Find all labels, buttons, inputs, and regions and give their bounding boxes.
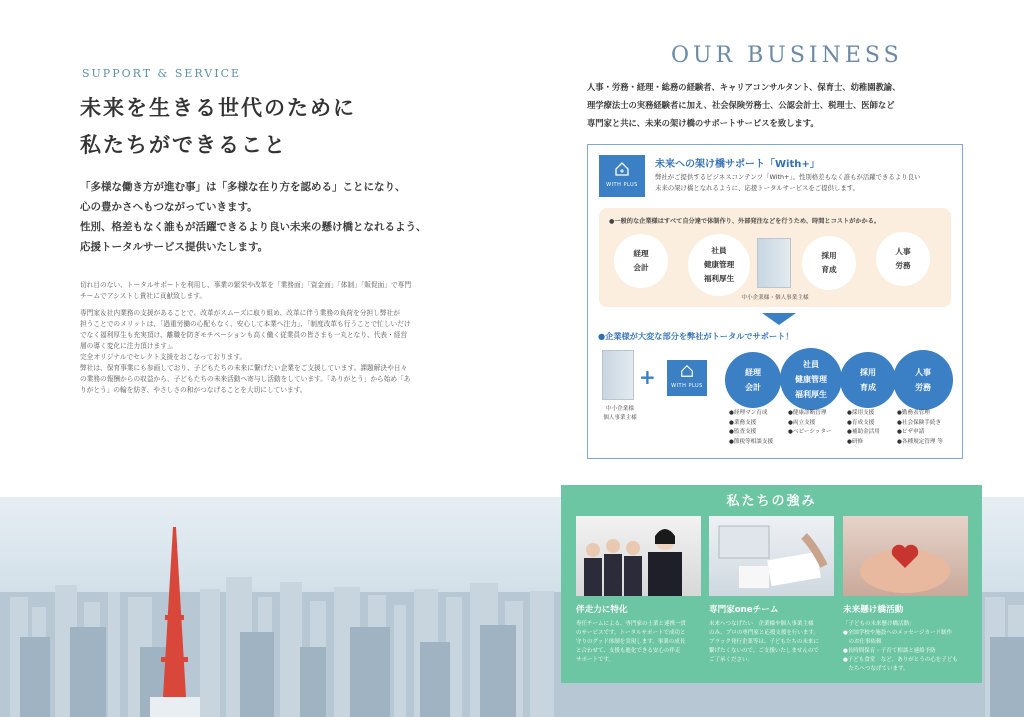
blue-circle-accounting: 経理 会計 bbox=[725, 352, 781, 408]
hands-heart-photo bbox=[843, 516, 968, 596]
list-item: ●節税等相談支援 bbox=[729, 438, 774, 445]
logo-text: WITH PLUS bbox=[671, 383, 703, 389]
list-welfare bbox=[788, 409, 832, 438]
list-item: ●社会保険手続き bbox=[897, 419, 942, 426]
our-business-intro: 人事・労務・経理・総務の経験者、キャリアコンサルタント、保育士、幼稚園教諭、 理学療法士の実務経験者に加え、社会保険労務士、公認会計士、税理士、医師など 専門家と共に、未来の架け橋のサポートサービスを致します。 bbox=[587, 82, 901, 128]
plus-icon: + bbox=[639, 365, 656, 389]
main-headline: 未来を生きる世代のために 私たちができること bbox=[80, 96, 356, 157]
list-item: ●育成支援 bbox=[847, 419, 875, 426]
problem-text: ●一般的な企業様はすべて自分達で体制作り、外部発注などを行うため、時間とコストがかかる。 bbox=[609, 218, 881, 225]
strength-heading-2: 専門家oneチーム bbox=[709, 605, 779, 615]
body-paragraph: 専門家＆社内業務の支援があることで、改革がスムーズに取り組め、改革に伴う業務の負荷を分担し弊社が 担うことでのメリットは、「過重労働の心配もなく、安心して本業へ注力」、「制度改革も行うことで忙しいだけ でなく福利厚生も充実頂け、離職を防ぎモチベーションも高く働く従業員の皆さまも一丸となり、代表・経営 層の導く変化に注力頂けます」。 完全オリジナルでセレクト支援をおこなっております。 弊社は、保育事業にも参画しており、子どもたちの未来に繋げたい企業をご支援しています。課題解決や日々 の業務の報酬からの収益から、子どもたちの未来活動へ寄与し活動をしています。「ありがとう」から始め「あ りがとう」の輪を紡ぎ、やさしさの和がつなげることを大切にしています。 bbox=[80, 309, 411, 394]
list-item: ●補助金活用 bbox=[847, 429, 880, 435]
list-recruiting bbox=[847, 409, 880, 447]
company-caption-2: 中小企業様 個人事業主様 bbox=[603, 406, 637, 421]
body-text bbox=[80, 280, 435, 402]
list-item: ●経理マン育成 bbox=[729, 410, 768, 416]
arrow-down-icon bbox=[762, 313, 796, 325]
company-caption: 中小企業様・個人事業主様 bbox=[741, 295, 809, 301]
list-item: ●両立支援 bbox=[788, 419, 816, 426]
office-building-icon bbox=[602, 350, 634, 400]
meeting-photo bbox=[709, 516, 834, 596]
team-photo bbox=[576, 516, 701, 596]
circle-welfare: 社員 健康管理 福利厚生 bbox=[688, 234, 750, 296]
list-item: ●業務支援 bbox=[729, 419, 757, 426]
blue-circle-welfare: 社員 健康管理 福利厚生 bbox=[780, 348, 842, 410]
list-item: ●健康診断管理 bbox=[788, 410, 827, 416]
list-item: ●研修 bbox=[847, 438, 864, 445]
strength-text-2: 未来へつなげたい 企業様や個人事業主様 のみ、プロの専門家と応援支援を行います。 ブラック発行企業等は、子どもたちの未来に 繋げたくないので、ご支援いたしませんので ご了承ください。 bbox=[709, 621, 819, 663]
strength-heading-3: 未来懸け橋活動 bbox=[843, 605, 904, 615]
circle-hr: 人事 労務 bbox=[876, 232, 930, 286]
with-plus-logo bbox=[599, 155, 645, 197]
our-business-title: OUR BUSINESS bbox=[671, 43, 903, 68]
logo-text: WITH PLUS bbox=[606, 182, 638, 188]
list-item: ●採用支援 bbox=[847, 410, 875, 416]
blue-circle-hr: 人事 労務 bbox=[893, 350, 953, 410]
strength-text-1: 専任チームによる、専門家の士業と連携一貫 のサービスです。トータルサポートで成功と 守りのグッド体制を実現します。事業の成長 と合わせて、支援も進化できる安心の伴走 サポートです。 bbox=[576, 621, 687, 663]
lead-paragraph: 「多様な働き方が進む事」は「多様な在り方を認める」ことになり、 心の豊かさへもつながっていきます。 性別、格差もなく誰もが活躍できるより良い未来の懸け橋となれるよう、 応援トータルサービス提供いたします。 bbox=[80, 181, 427, 253]
service-title: 未来への架け橋サポート「With+」 bbox=[655, 159, 820, 170]
list-item: ●ビザ申請 bbox=[897, 429, 925, 435]
list-accounting bbox=[729, 409, 773, 447]
list-item: ●各種規定管理 等 bbox=[897, 438, 943, 445]
solution-text: ●企業様が大変な部分を弊社がトータルでサポート！ bbox=[598, 331, 794, 341]
house-icon bbox=[680, 364, 694, 378]
house-icon bbox=[614, 161, 630, 177]
strength-heading-1: 伴走力に特化 bbox=[576, 605, 628, 615]
circle-accounting: 経理 会計 bbox=[614, 234, 668, 288]
with-plus-logo-small bbox=[667, 360, 707, 396]
circle-recruiting: 採用 育成 bbox=[802, 236, 856, 290]
office-building-icon bbox=[757, 238, 791, 288]
list-item: ●監査支援 bbox=[729, 429, 757, 435]
strength-text-3: 「子どもの未来懸け橋活動」 ●全国学校や施設へのメッセージカード制作 のお仕事依頼 ●長時間保育・子育て相談と連絡予防 ●子ども食堂 など、ありがとうの心を子ども たちへつなげています。 bbox=[843, 621, 958, 672]
blue-circle-recruiting: 採用 育成 bbox=[840, 352, 896, 408]
list-item: ●勤務表管理 bbox=[897, 410, 930, 416]
list-item: ●ベビーシッター bbox=[788, 429, 832, 435]
list-hr bbox=[897, 409, 943, 447]
body-paragraph: 切れ目のない、トータルサポートを利用し、事業の繁栄や改革を「業務面」「資金面」「体制」「販促面」で専門 チームでアシストし貴社に貢献致します。 bbox=[80, 281, 412, 300]
service-description: 弊社がご提供するビジネスコンテンツ「With+」。性別格差もなく誰もが活躍できるより良い 未来の架け橋となれるように、応援トータルサービスをご提供します。 bbox=[655, 173, 921, 192]
strengths-title: 私たちの強み bbox=[726, 494, 817, 509]
support-eyebrow: SUPPORT & SERVICE bbox=[82, 67, 242, 80]
